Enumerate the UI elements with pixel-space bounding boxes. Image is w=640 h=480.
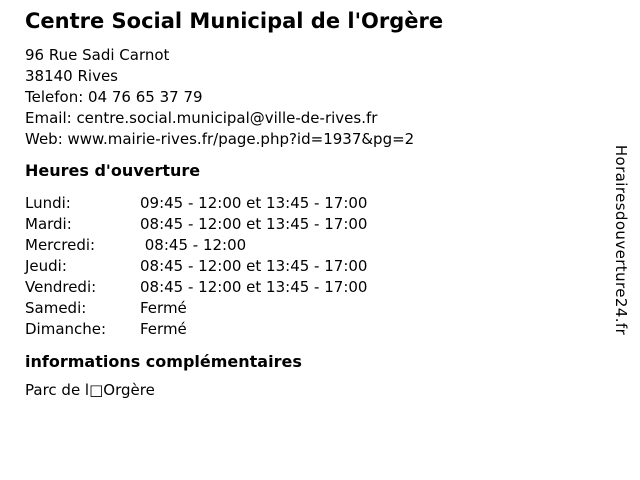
day-label: Mercredi: xyxy=(25,236,96,254)
opening-hours-heading: Heures d'ouverture xyxy=(25,161,201,180)
day-label: Mardi: xyxy=(25,215,72,233)
page-title: Centre Social Municipal de l'Orgère xyxy=(25,9,444,33)
opening-hours-table xyxy=(25,193,367,340)
day-times: 09:45 - 12:00 et 13:45 - 17:00 xyxy=(140,194,368,212)
additional-info-text: Parc de l□Orgère xyxy=(25,381,155,399)
hours-row-thursday xyxy=(25,256,367,277)
day-label: Vendredi: xyxy=(25,278,97,296)
hours-row-tuesday xyxy=(25,214,367,235)
day-times: 08:45 - 12:00 et 13:45 - 17:00 xyxy=(140,278,368,296)
hours-row-saturday xyxy=(25,298,367,319)
address-city-line: 38140 Rives xyxy=(25,67,118,85)
day-times: Fermé xyxy=(140,320,187,338)
day-label: Jeudi: xyxy=(25,257,67,275)
hours-row-wednesday xyxy=(25,235,367,256)
additional-info-heading: informations complémentaires xyxy=(25,352,302,371)
contact-info xyxy=(25,45,414,150)
hours-row-sunday xyxy=(25,319,367,340)
day-label: Dimanche: xyxy=(25,320,107,338)
site-watermark-vertical-text: Horairesdouverture24.fr xyxy=(612,144,630,336)
day-times: Fermé xyxy=(140,299,187,317)
hours-row-friday xyxy=(25,277,367,298)
day-times: 08:45 - 12:00 et 13:45 - 17:00 xyxy=(140,257,368,275)
day-label: Samedi: xyxy=(25,299,87,317)
address-street-line: 96 Rue Sadi Carnot xyxy=(25,46,170,64)
web-line: Web: www.mairie-rives.fr/page.php?id=1937&pg=2 xyxy=(25,130,415,148)
day-label: Lundi: xyxy=(25,194,71,212)
day-times: 08:45 - 12:00 xyxy=(140,236,247,254)
email-line: Email: centre.social.municipal@ville-de-rives.fr xyxy=(25,109,378,127)
hours-row-monday xyxy=(25,193,367,214)
day-times: 08:45 - 12:00 et 13:45 - 17:00 xyxy=(140,215,368,233)
phone-line: Telefon: 04 76 65 37 79 xyxy=(25,88,203,106)
